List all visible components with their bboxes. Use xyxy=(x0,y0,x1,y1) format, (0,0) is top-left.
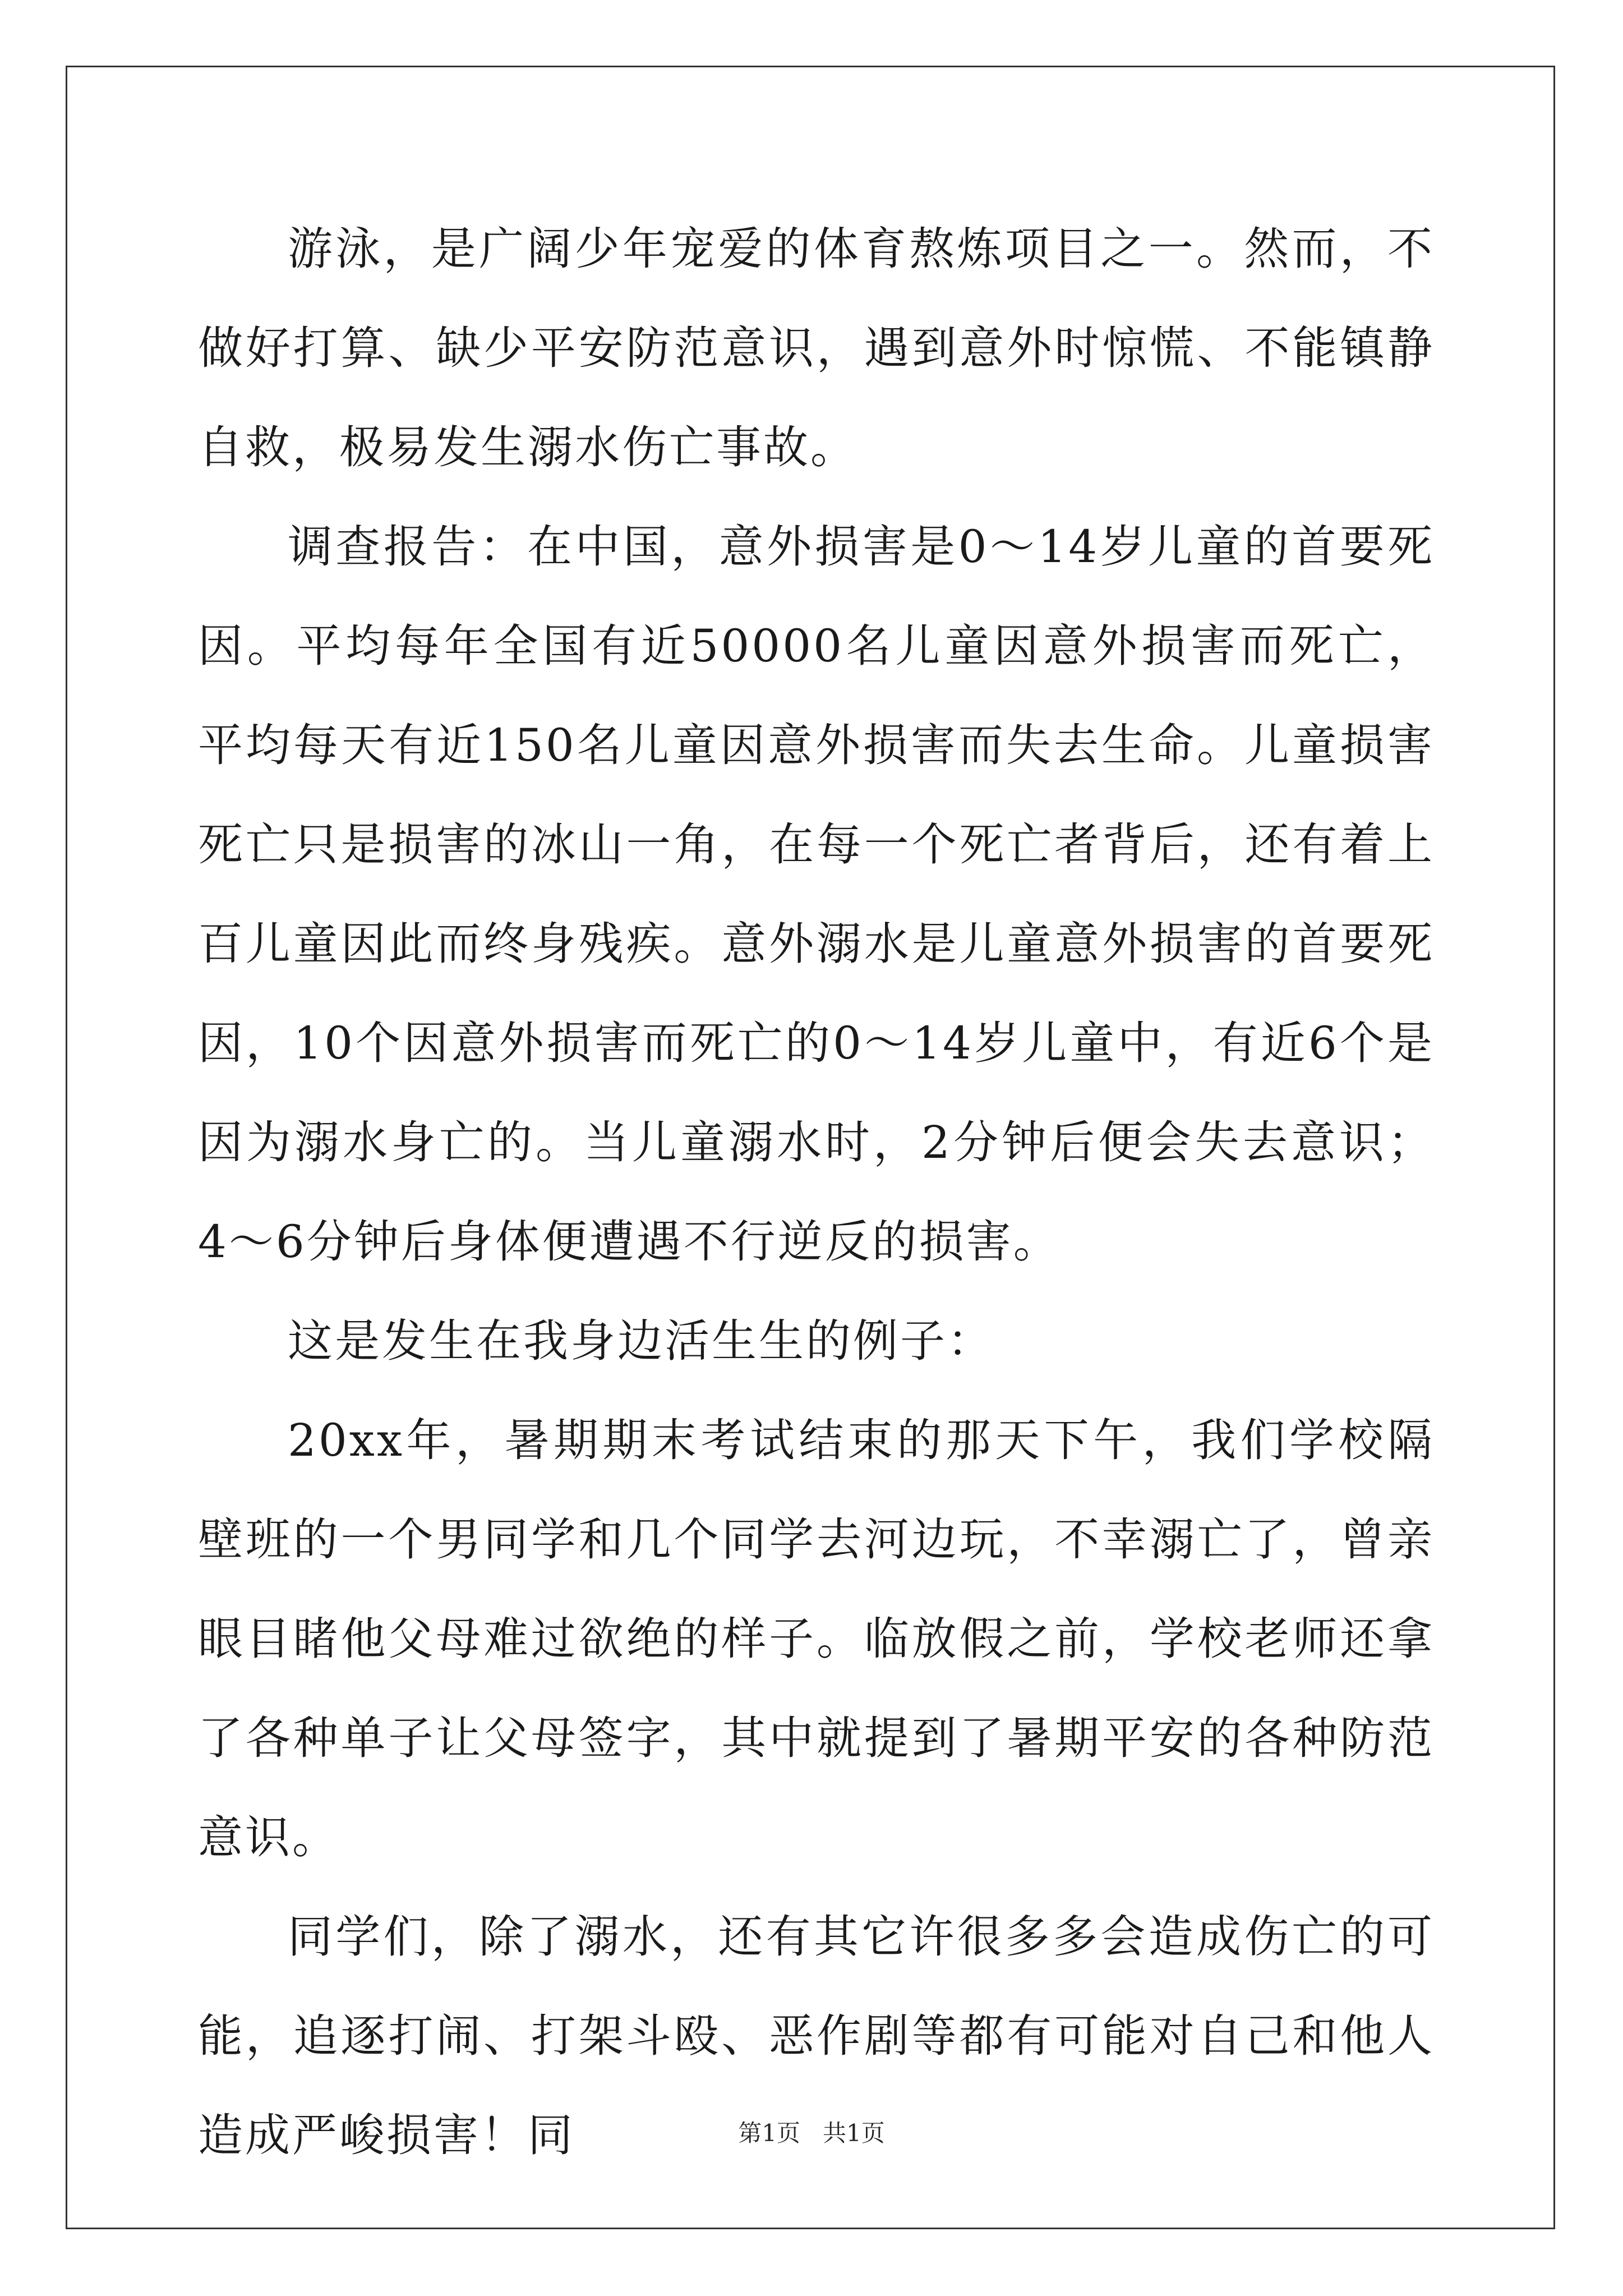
document-body xyxy=(198,199,1435,2185)
paragraph-4: 20xx年，暑期期末考试结束的那天下午，我们学校隔壁班的一个男同学和几个同学去河边玩，不幸溺亡了，曾亲眼目睹他父母难过欲绝的样子。临放假之前，学校老师还拿了各种单子让父母签字，其中就提到了暑期平安的各种防范意识。 xyxy=(198,1414,1435,1864)
paragraph-1: 游泳，是广阔少年宠爱的体育熬炼项目之一。然而，不做好打算、缺少平安防范意识，遇到意外时惊慌、不能镇静自救，极易发生溺水伤亡事故。 xyxy=(198,223,1435,473)
page-footer: 第1页 共1页 xyxy=(738,2119,885,2147)
paragraph-5: 同学们，除了溺水，还有其它许很多多会造成伤亡的可能，追逐打闹、打架斗殴、恶作剧等都有可能对自己和他人造成严峻损害！同 xyxy=(198,1911,1435,2161)
paragraph-3: 这是发生在我身边活生生的例子： xyxy=(288,1315,994,1367)
paragraph-2: 调查报告：在中国，意外损害是0～14岁儿童的首要死因。平均每年全国有近50000名儿童因意外损害而死亡，平均每天有近150名儿童因意外损害而失去生命。儿童损害死亡只是损害的冰山一角，在每一个死亡者背后，还有着上百儿童因此而终身残疾。意外溺水是儿童意外损害的首要死因，10个因意外损害而死亡的0～14岁儿童中，有近6个是因为溺水身亡的。当儿童溺水时，2分钟后便会失去意识；4～6分钟后身体便遭遇不行逆反的损害。 xyxy=(198,521,1435,1268)
